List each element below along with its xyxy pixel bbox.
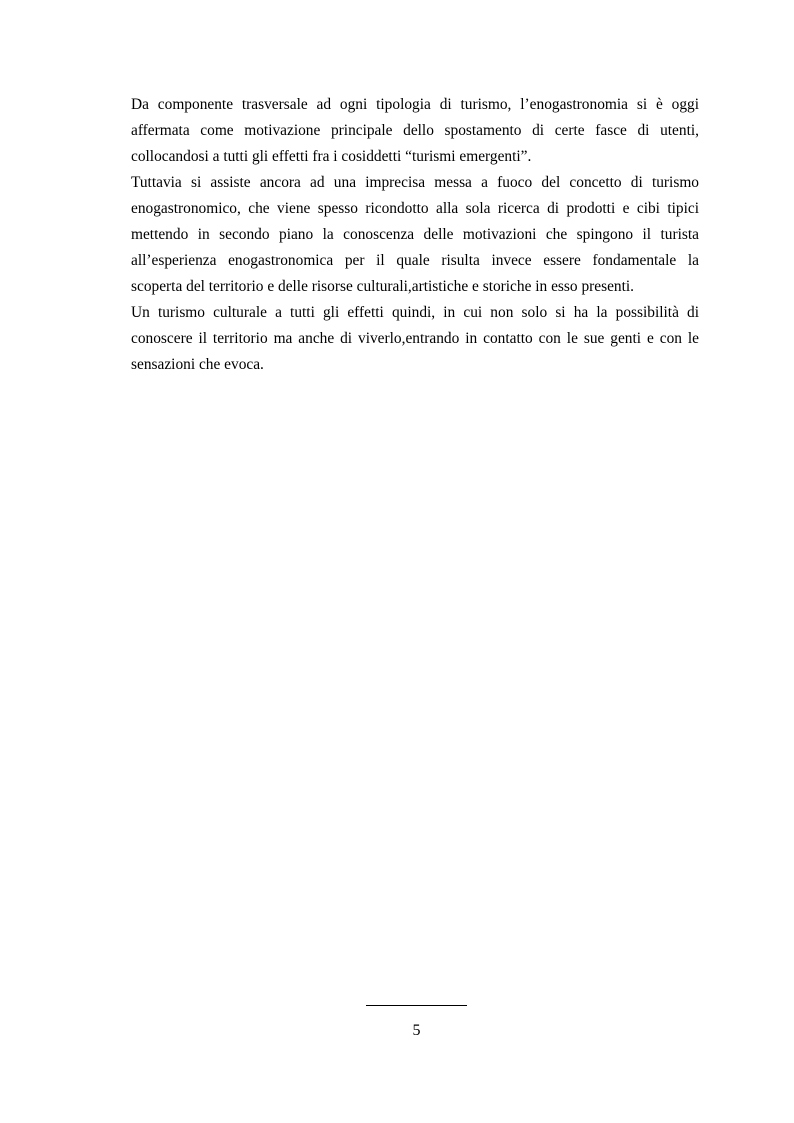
text-line: Tuttavia si assiste ancora ad una imprecisa messa a fuoco del concetto di turismo — [131, 174, 699, 191]
text-line: affermata come motivazione principale dello spostamento di certe fasce di utenti, — [131, 122, 699, 139]
text-line: collocandosi a tutti gli effetti fra i cosiddetti “turismi emergenti”. — [131, 148, 532, 165]
footnote-divider — [366, 1005, 467, 1006]
page-number: 5 — [412, 1022, 421, 1039]
text-line: all’esperienza enogastronomica per il quale risulta invece essere fondamentale la — [131, 252, 699, 269]
text-line: enogastronomico, che viene spesso ricondotto alla sola ricerca di prodotti e cibi tipici — [131, 200, 699, 217]
paragraph — [131, 170, 699, 300]
text-line: scoperta del territorio e delle risorse culturali,artistiche e storiche in esso presenti. — [131, 278, 635, 295]
text-line: conoscere il territorio ma anche di viverlo,entrando in contatto con le sue genti e con le — [131, 330, 699, 347]
text-line: Un turismo culturale a tutti gli effetti quindi, in cui non solo si ha la possibilità di — [131, 304, 699, 321]
text-line: mettendo in secondo piano la conoscenza delle motivazioni che spingono il turista — [131, 226, 699, 243]
text-line: sensazioni che evoca. — [131, 356, 264, 373]
body-text — [131, 92, 699, 378]
paragraph — [131, 92, 699, 170]
text-line: Da componente trasversale ad ogni tipologia di turismo, l’enogastronomia si è oggi — [131, 96, 699, 113]
paragraph — [131, 300, 699, 378]
